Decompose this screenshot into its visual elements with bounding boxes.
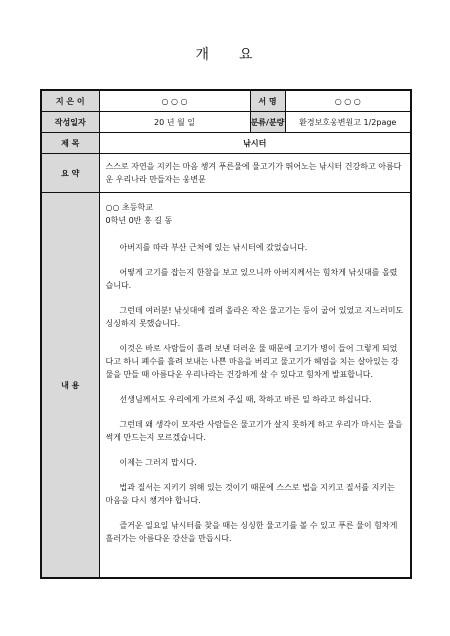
paragraph: 이것은 바로 사람들이 흘려 보낸 더러운 물 때문에 고기가 병이 들어 그렇게 되었다고 하니 폐수를 흘려 보내는 나쁜 마음을 버리고 물고기가 헤엄을 치는 살아있는 강물을 만들 때 아름다운 우리나라는 건강하게 살 수 있다고 힘차게 발표합니다. [105,344,399,379]
category-label: 분류/분량 [250,112,285,133]
date-label: 작성일자 [41,112,99,133]
summary-form-table [40,89,412,579]
content-row [41,193,411,579]
subject-label: 제 목 [41,133,99,154]
title-char-1: 개 [195,47,211,63]
document-title [0,44,450,64]
reviewer-value: ○ ○ ○ [285,90,411,112]
paragraph: 아버지를 따라 부산 근처에 있는 낚시터에 갔었습니다. [119,243,308,252]
school-name: ○○ 초등학교 [105,203,153,212]
content-label: 내 용 [41,193,99,579]
paragraph: 즐거운 일요일 낚시터를 찾을 때는 싱싱한 물고기를 볼 수 있고 푸른 물이 힘차게 흘러가는 아름다운 강산을 만듭시다. [105,521,398,543]
paragraph: 그런데 왜 생각이 모자란 사람들은 물고기가 살지 못하게 하고 우리가 마시는 물을 썩게 만드는지 모르겠습니다. [105,420,403,442]
student-name: 0학년 0반 홍 길 동 [105,216,173,225]
category-value: 환경보호웅변원고 1/2page [285,112,411,133]
reviewer-label: 서 명 [250,90,285,112]
paragraph: 어떻게 고기를 잡는지 한참을 보고 있으니까 아버지께서는 힘차게 낚싯대를 올렸습니다. [105,268,398,290]
paragraph: 선생님께서도 우리에게 가르쳐 주실 때, 착하고 바른 일 하라고 하십니다. [119,395,372,404]
paragraph: 이제는 그러지 맙시다. [119,458,197,467]
author-row [41,90,411,112]
subject-row [41,133,411,154]
subject-value: 낚시터 [99,133,411,154]
paragraph: 그런데 여러분! 낚싯대에 걸려 올라온 작은 물고기는 등이 굽어 있었고 지느러미도 싱싱하지 못했습니다. [105,306,404,328]
summary-value: 스스로 자연을 지키는 마음 챙겨 푸른물에 물고기가 뛰어노는 낚시터 건강하고 아름다운 우리나라 만들자는 웅변문 [99,154,411,193]
title-char-2: 요 [239,47,255,63]
date-value: 20 년 월 일 [99,112,250,133]
paragraph: 법과 질서는 지키기 위해 있는 것이기 때문에 스스로 법을 지키고 질서를 지키는 마음을 다시 챙겨야 합니다. [105,483,395,505]
date-row [41,112,411,133]
content-body [99,193,411,579]
summary-row [41,154,411,193]
summary-label: 요 약 [41,154,99,193]
author-label: 지 은 이 [41,90,99,112]
author-value: ○ ○ ○ [99,90,250,112]
